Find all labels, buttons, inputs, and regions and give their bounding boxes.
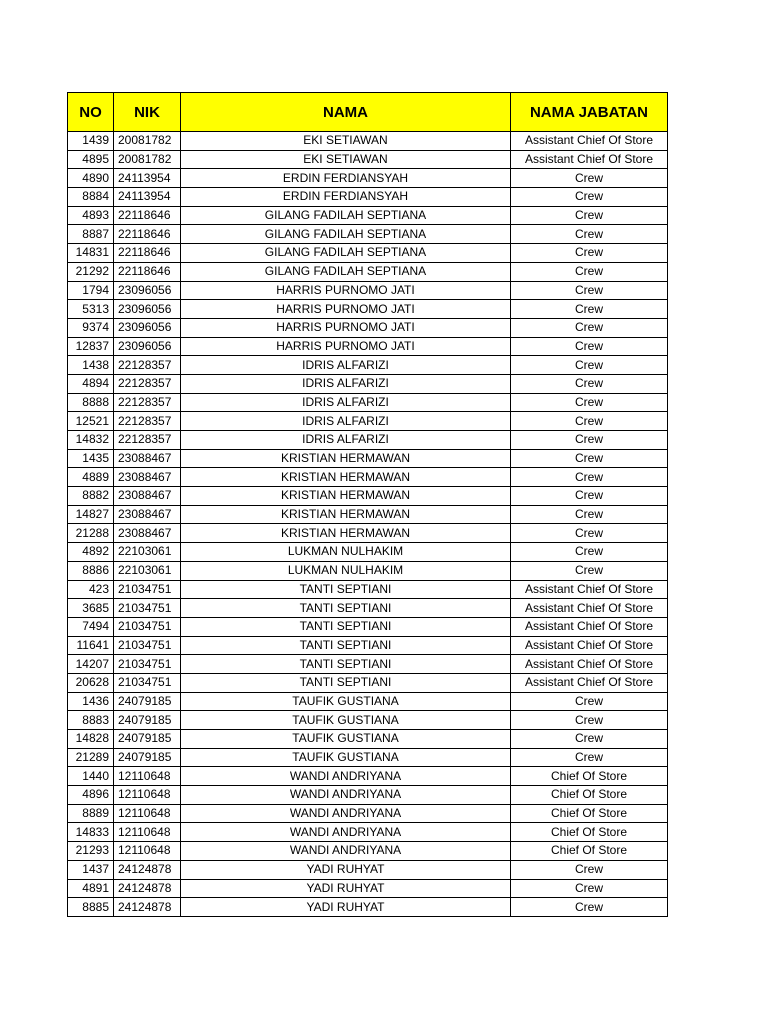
cell-nama: LUKMAN NULHAKIM (181, 561, 511, 580)
cell-nama-jabatan: Crew (511, 543, 668, 562)
cell-nik: 24079185 (114, 711, 181, 730)
cell-nama: TAUFIK GUSTIANA (181, 711, 511, 730)
cell-nik: 24124878 (114, 879, 181, 898)
cell-nama: HARRIS PURNOMO JATI (181, 281, 511, 300)
cell-nama-jabatan: Crew (511, 879, 668, 898)
cell-no: 1437 (68, 860, 114, 879)
cell-nama: GILANG FADILAH SEPTIANA (181, 225, 511, 244)
cell-nama: LUKMAN NULHAKIM (181, 543, 511, 562)
table-row (68, 842, 668, 861)
table-row (68, 673, 668, 692)
cell-no: 11641 (68, 636, 114, 655)
cell-nik: 24124878 (114, 860, 181, 879)
cell-nama-jabatan: Assistant Chief Of Store (511, 580, 668, 599)
cell-nama: WANDI ANDRIYANA (181, 767, 511, 786)
cell-nik: 22118646 (114, 225, 181, 244)
cell-no: 14831 (68, 244, 114, 263)
table-row (68, 169, 668, 188)
cell-nama-jabatan: Crew (511, 262, 668, 281)
cell-nama: EKI SETIAWAN (181, 132, 511, 151)
cell-nik: 22118646 (114, 244, 181, 263)
cell-no: 20628 (68, 673, 114, 692)
cell-nama-jabatan: Crew (511, 393, 668, 412)
table-row (68, 281, 668, 300)
cell-no: 1440 (68, 767, 114, 786)
cell-nik: 24079185 (114, 748, 181, 767)
cell-nama-jabatan: Crew (511, 468, 668, 487)
cell-nik: 22128357 (114, 356, 181, 375)
cell-nama-jabatan: Crew (511, 188, 668, 207)
table-row (68, 692, 668, 711)
cell-nama-jabatan: Chief Of Store (511, 823, 668, 842)
table-row (68, 823, 668, 842)
cell-nama: TANTI SEPTIANI (181, 599, 511, 618)
table-row (68, 487, 668, 506)
table-row (68, 300, 668, 319)
table-row (68, 132, 668, 151)
cell-nama: KRISTIAN HERMAWAN (181, 468, 511, 487)
employee-table (67, 92, 668, 917)
cell-nik: 24113954 (114, 169, 181, 188)
cell-nama-jabatan: Assistant Chief Of Store (511, 617, 668, 636)
cell-nik: 22128357 (114, 393, 181, 412)
cell-nama: GILANG FADILAH SEPTIANA (181, 244, 511, 263)
cell-nama: WANDI ANDRIYANA (181, 786, 511, 805)
cell-nik: 21034751 (114, 617, 181, 636)
table-row (68, 655, 668, 674)
cell-nik: 12110648 (114, 823, 181, 842)
cell-nama: IDRIS ALFARIZI (181, 431, 511, 450)
table-row (68, 337, 668, 356)
cell-nama: TAUFIK GUSTIANA (181, 692, 511, 711)
column-header-nama-jabatan: NAMA JABATAN (511, 93, 668, 132)
cell-nama-jabatan: Crew (511, 505, 668, 524)
table-row (68, 786, 668, 805)
cell-nama: TAUFIK GUSTIANA (181, 748, 511, 767)
cell-no: 8884 (68, 188, 114, 207)
cell-no: 4890 (68, 169, 114, 188)
cell-nama-jabatan: Chief Of Store (511, 842, 668, 861)
cell-no: 5313 (68, 300, 114, 319)
table-row (68, 244, 668, 263)
cell-nik: 24113954 (114, 188, 181, 207)
cell-nik: 23088467 (114, 524, 181, 543)
cell-nik: 21034751 (114, 673, 181, 692)
column-header-no: NO (68, 93, 114, 132)
cell-nama-jabatan: Crew (511, 561, 668, 580)
cell-nama: WANDI ANDRIYANA (181, 842, 511, 861)
cell-no: 8883 (68, 711, 114, 730)
cell-nama-jabatan: Chief Of Store (511, 767, 668, 786)
cell-no: 8882 (68, 487, 114, 506)
cell-nik: 23088467 (114, 468, 181, 487)
table-row (68, 449, 668, 468)
cell-nama: TANTI SEPTIANI (181, 655, 511, 674)
cell-no: 4896 (68, 786, 114, 805)
cell-nik: 20081782 (114, 150, 181, 169)
cell-nama-jabatan: Crew (511, 281, 668, 300)
table-row (68, 730, 668, 749)
cell-nik: 21034751 (114, 655, 181, 674)
table-row (68, 150, 668, 169)
cell-nama-jabatan: Crew (511, 748, 668, 767)
cell-nama-jabatan: Crew (511, 412, 668, 431)
cell-nama: YADI RUHYAT (181, 898, 511, 917)
cell-nama: KRISTIAN HERMAWAN (181, 524, 511, 543)
cell-nama-jabatan: Crew (511, 730, 668, 749)
table-row (68, 468, 668, 487)
cell-nama: EKI SETIAWAN (181, 150, 511, 169)
cell-nama: HARRIS PURNOMO JATI (181, 300, 511, 319)
cell-nik: 12110648 (114, 767, 181, 786)
cell-no: 8887 (68, 225, 114, 244)
cell-no: 8888 (68, 393, 114, 412)
column-header-nik: NIK (114, 93, 181, 132)
cell-nama: GILANG FADILAH SEPTIANA (181, 262, 511, 281)
cell-no: 423 (68, 580, 114, 599)
table-row (68, 393, 668, 412)
cell-no: 14827 (68, 505, 114, 524)
cell-no: 21292 (68, 262, 114, 281)
table-row (68, 860, 668, 879)
cell-nik: 22118646 (114, 206, 181, 225)
cell-nik: 21034751 (114, 580, 181, 599)
cell-nik: 24079185 (114, 692, 181, 711)
cell-nik: 21034751 (114, 636, 181, 655)
cell-nama-jabatan: Chief Of Store (511, 786, 668, 805)
cell-nama: YADI RUHYAT (181, 860, 511, 879)
table-row (68, 188, 668, 207)
table-row (68, 617, 668, 636)
cell-nik: 12110648 (114, 786, 181, 805)
cell-no: 21288 (68, 524, 114, 543)
cell-nama: KRISTIAN HERMAWAN (181, 487, 511, 506)
cell-no: 1438 (68, 356, 114, 375)
cell-nama-jabatan: Assistant Chief Of Store (511, 132, 668, 151)
cell-no: 4894 (68, 374, 114, 393)
cell-nama: KRISTIAN HERMAWAN (181, 449, 511, 468)
cell-nama-jabatan: Crew (511, 206, 668, 225)
table-row (68, 356, 668, 375)
cell-nama: IDRIS ALFARIZI (181, 374, 511, 393)
cell-nama-jabatan: Assistant Chief Of Store (511, 673, 668, 692)
cell-nama-jabatan: Crew (511, 244, 668, 263)
cell-nama: TANTI SEPTIANI (181, 580, 511, 599)
cell-no: 14832 (68, 431, 114, 450)
cell-no: 4893 (68, 206, 114, 225)
cell-nama: ERDIN FERDIANSYAH (181, 188, 511, 207)
cell-nama: KRISTIAN HERMAWAN (181, 505, 511, 524)
table-header-row (68, 93, 668, 132)
cell-nama: IDRIS ALFARIZI (181, 412, 511, 431)
cell-no: 4891 (68, 879, 114, 898)
cell-nama-jabatan: Assistant Chief Of Store (511, 150, 668, 169)
cell-no: 3685 (68, 599, 114, 618)
table-row (68, 412, 668, 431)
cell-nik: 23096056 (114, 281, 181, 300)
table-row (68, 206, 668, 225)
table-row (68, 879, 668, 898)
cell-nama: HARRIS PURNOMO JATI (181, 337, 511, 356)
table-row (68, 711, 668, 730)
cell-no: 4892 (68, 543, 114, 562)
cell-nama-jabatan: Assistant Chief Of Store (511, 655, 668, 674)
cell-nama-jabatan: Crew (511, 300, 668, 319)
cell-no: 1436 (68, 692, 114, 711)
cell-nama: HARRIS PURNOMO JATI (181, 318, 511, 337)
cell-no: 12521 (68, 412, 114, 431)
table-row (68, 748, 668, 767)
cell-no: 21289 (68, 748, 114, 767)
table-row (68, 431, 668, 450)
cell-nik: 23096056 (114, 318, 181, 337)
cell-nama-jabatan: Crew (511, 337, 668, 356)
table-row (68, 374, 668, 393)
cell-no: 8886 (68, 561, 114, 580)
cell-nik: 23088467 (114, 487, 181, 506)
cell-no: 9374 (68, 318, 114, 337)
cell-nik: 22128357 (114, 412, 181, 431)
table-row (68, 225, 668, 244)
cell-no: 8885 (68, 898, 114, 917)
cell-nama: TANTI SEPTIANI (181, 617, 511, 636)
cell-no: 1794 (68, 281, 114, 300)
table-row (68, 599, 668, 618)
cell-nik: 23096056 (114, 300, 181, 319)
cell-nik: 12110648 (114, 804, 181, 823)
cell-nama-jabatan: Crew (511, 524, 668, 543)
cell-no: 8889 (68, 804, 114, 823)
cell-nama: YADI RUHYAT (181, 879, 511, 898)
cell-no: 1435 (68, 449, 114, 468)
cell-nama: GILANG FADILAH SEPTIANA (181, 206, 511, 225)
cell-nama-jabatan: Crew (511, 692, 668, 711)
cell-nik: 22128357 (114, 431, 181, 450)
cell-nik: 20081782 (114, 132, 181, 151)
table-row (68, 262, 668, 281)
cell-nama-jabatan: Crew (511, 898, 668, 917)
cell-nama-jabatan: Crew (511, 356, 668, 375)
cell-nama-jabatan: Crew (511, 860, 668, 879)
table-row (68, 580, 668, 599)
cell-no: 1439 (68, 132, 114, 151)
cell-nama-jabatan: Crew (511, 318, 668, 337)
column-header-nama: NAMA (181, 93, 511, 132)
cell-nama-jabatan: Crew (511, 711, 668, 730)
cell-nama: WANDI ANDRIYANA (181, 804, 511, 823)
cell-nama-jabatan: Crew (511, 487, 668, 506)
cell-nik: 22103061 (114, 561, 181, 580)
cell-nama: ERDIN FERDIANSYAH (181, 169, 511, 188)
cell-nik: 24124878 (114, 898, 181, 917)
cell-nik: 23088467 (114, 505, 181, 524)
cell-no: 12837 (68, 337, 114, 356)
table-row (68, 318, 668, 337)
cell-nik: 12110648 (114, 842, 181, 861)
table-row (68, 636, 668, 655)
cell-nik: 23088467 (114, 449, 181, 468)
cell-nama: TAUFIK GUSTIANA (181, 730, 511, 749)
cell-no: 7494 (68, 617, 114, 636)
cell-nama-jabatan: Crew (511, 431, 668, 450)
cell-nama-jabatan: Assistant Chief Of Store (511, 599, 668, 618)
cell-nama: TANTI SEPTIANI (181, 673, 511, 692)
table-row (68, 767, 668, 786)
table-body (68, 132, 668, 917)
table-row (68, 524, 668, 543)
cell-nama: WANDI ANDRIYANA (181, 823, 511, 842)
cell-nik: 24079185 (114, 730, 181, 749)
cell-nik: 22128357 (114, 374, 181, 393)
cell-nama-jabatan: Crew (511, 449, 668, 468)
cell-nama-jabatan: Assistant Chief Of Store (511, 636, 668, 655)
cell-nama-jabatan: Crew (511, 169, 668, 188)
table-row (68, 505, 668, 524)
cell-no: 14833 (68, 823, 114, 842)
cell-nik: 21034751 (114, 599, 181, 618)
cell-nama: IDRIS ALFARIZI (181, 393, 511, 412)
cell-no: 14207 (68, 655, 114, 674)
cell-nama: IDRIS ALFARIZI (181, 356, 511, 375)
cell-nama: TANTI SEPTIANI (181, 636, 511, 655)
cell-nik: 22103061 (114, 543, 181, 562)
cell-no: 21293 (68, 842, 114, 861)
cell-no: 4895 (68, 150, 114, 169)
table-row (68, 804, 668, 823)
cell-nama-jabatan: Crew (511, 225, 668, 244)
table-row (68, 898, 668, 917)
cell-nik: 22118646 (114, 262, 181, 281)
cell-no: 4889 (68, 468, 114, 487)
table-row (68, 543, 668, 562)
cell-nama-jabatan: Chief Of Store (511, 804, 668, 823)
cell-no: 14828 (68, 730, 114, 749)
cell-nama-jabatan: Crew (511, 374, 668, 393)
table-row (68, 561, 668, 580)
cell-nik: 23096056 (114, 337, 181, 356)
